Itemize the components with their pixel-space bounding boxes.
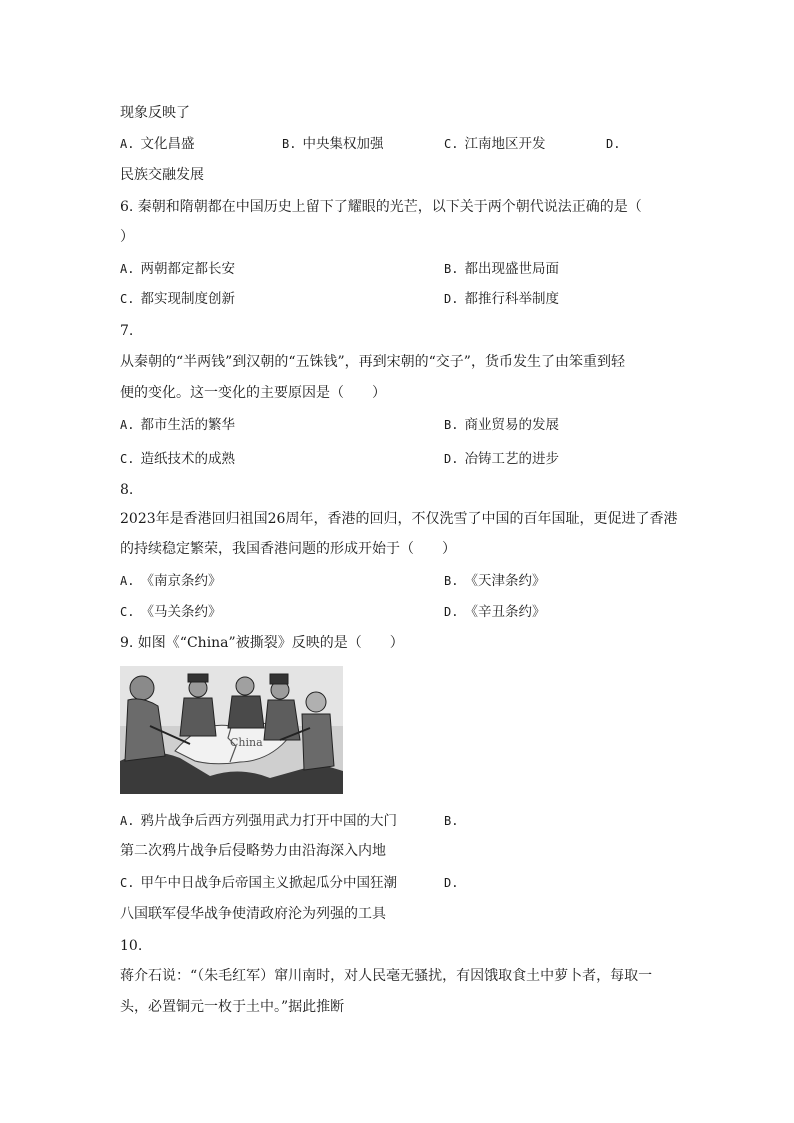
q6-option-a[interactable]: A. 两朝都定都长安 (120, 261, 235, 277)
q10-stem-end: 头，必置铜元一枚于土中。”据此推断 (120, 999, 345, 1015)
q5-option-c[interactable]: C. 江南地区开发 (444, 136, 546, 152)
q5-option-a[interactable]: A. 文化昌盛 (120, 136, 195, 152)
q5-option-d-text: 民族交融发展 (120, 167, 204, 183)
q9-option-b[interactable]: B. (444, 814, 459, 828)
q7-stem: 从秦朝的“半两钱”到汉朝的“五铢钱”，再到宋朝的“交子”，货币发生了由笨重到轻 (120, 354, 625, 370)
q7-option-a[interactable]: A. 都市生活的繁华 (120, 417, 235, 433)
q7-option-c[interactable]: C. 造纸技术的成熟 (120, 451, 235, 467)
q8-number: 8. (120, 482, 134, 498)
q9-stem: 9. 如图《“China”被撕裂》反映的是（ ） (120, 635, 404, 651)
q9-option-d[interactable]: D. (444, 876, 459, 890)
q5-option-d[interactable]: D. (606, 137, 621, 151)
q8-stem: 2023年是香港回归祖国26周年，香港的回归，不仅洗雪了中国的百年国耻，更促进了香港 (120, 511, 678, 527)
q5-option-b[interactable]: B. 中央集权加强 (282, 136, 384, 152)
q9-option-c[interactable]: C. 甲午中日战争后帝国主义掀起瓜分中国狂潮 (120, 875, 397, 891)
q7-stem-end: 便的变化。这一变化的主要原因是（ ） (120, 385, 386, 401)
cartoon-china-lettering: China (230, 736, 263, 749)
q8-stem-end: 的持续稳定繁荣，我国香港问题的形成开始于（ ） (120, 541, 456, 557)
china-torn-cartoon (120, 666, 343, 794)
q7-option-b[interactable]: B. 商业贸易的发展 (444, 417, 559, 433)
q8-option-d[interactable]: D. 《辛丑条约》 (444, 604, 546, 620)
q7-option-d[interactable]: D. 冶铸工艺的进步 (444, 451, 559, 467)
q10-number: 10. (120, 938, 143, 954)
q6-option-b[interactable]: B. 都出现盛世局面 (444, 261, 559, 277)
q6-stem: 6. 秦朝和隋朝都在中国历史上留下了耀眼的光芒，以下关于两个朝代说法正确的是（ (120, 199, 642, 215)
q9-option-a[interactable]: A. 鸦片战争后西方列强用武力打开中国的大门 (120, 813, 397, 829)
q6-option-d[interactable]: D. 都推行科举制度 (444, 291, 559, 307)
q8-option-b[interactable]: B. 《天津条约》 (444, 573, 546, 589)
q9-option-b-text: 第二次鸦片战争后侵略势力由沿海深入内地 (120, 843, 386, 859)
q5-stem-tail: 现象反映了 (120, 105, 190, 121)
q9-option-d-text: 八国联军侵华战争使清政府沦为列强的工具 (120, 906, 386, 922)
q10-stem: 蒋介石说：“（朱毛红军）窜川南时，对人民毫无骚扰，有因饿取食土中萝卜者，每取一 (120, 968, 653, 984)
q6-option-c[interactable]: C. 都实现制度创新 (120, 291, 235, 307)
q8-option-a[interactable]: A. 《南京条约》 (120, 573, 222, 589)
q6-stem-end: ） (120, 229, 134, 245)
q7-number: 7. (120, 323, 134, 339)
q8-option-c[interactable]: C. 《马关条约》 (120, 604, 222, 620)
